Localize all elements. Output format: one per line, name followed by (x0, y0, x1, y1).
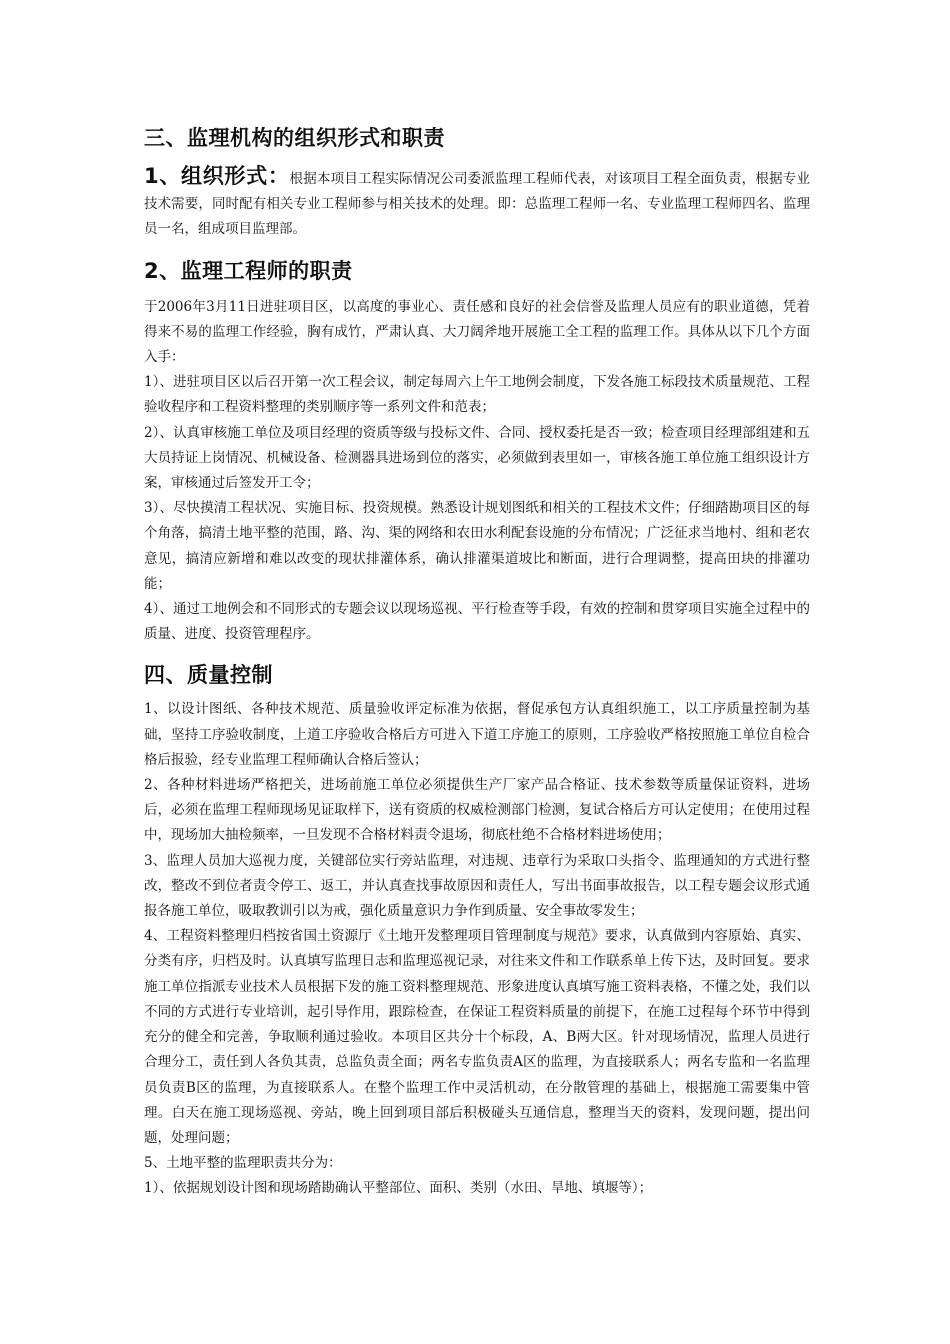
duties-item-1: 1）、进驻项目区以后召开第一次工程会议，制定每周六上午工地例会制度，下发各施工标段技术质量规范、工程验收程序和工程资料整理的类别顺序等一系列文件和范表； (144, 374, 810, 416)
duties-item-4: 4）、通过工地例会和不同形式的专题会议以现场巡视、平行检查等手段，有效的控制和贯穿项目实施全过程中的质量、进度、投资管理程序。 (144, 601, 810, 643)
document-page (144, 120, 810, 1202)
section3-title: 三、监理机构的组织形式和职责 (144, 126, 445, 150)
section4-title: 四、质量控制 (144, 663, 273, 688)
quality-subitem-1: 1）、依据规划设计图和现场踏勘确认平整部位、面积、类别（水田、旱地、填堰等）； (144, 1180, 653, 1197)
org-form-heading: 1、组织形式： (144, 164, 290, 188)
duties-item-2: 2）、认真审核施工单位及项目经理的资质等级与投标文件、合同、授权委托是否一致；检查项目经理部组建和五大员持证上岗情况、机械设备、检测器具进场到位的落实，必须做到表里如一，审核各施工单位施工组织设计方案，审核通过后签发开工令； (144, 424, 810, 492)
org-form-text: 根据本项目工程实际情况公司委派监理工程师代表，对该项目工程全面负责，根据专业技术需要，同时配有相关专业工程师参与相关技术的处理。即：总监理工程师一名、专业监理工程师四名、监理员一名，组成项目监理部。 (144, 171, 810, 238)
quality-item-3: 3、监理人员加大巡视力度，关键部位实行旁站监理，对违规、违章行为采取口头指令、监理通知的方式进行整改，整改不到位者责令停工、返工，并认真查找事故原因和责任人，写出书面事故报告，以工程专题会议形式通报各施工单位，吸取教训引以为戒，强化质量意识力争作到质量、安全事故零发生； (144, 852, 810, 920)
quality-item-5: 5、土地平整的监理职责共分为： (144, 1155, 342, 1172)
duties-heading: 2、监理工程师的职责 (144, 258, 353, 283)
quality-item-4: 4、工程资料整理归档按省国土资源厅《土地开发整理项目管理制度与规范》要求，认真做到内容原始、真实、分类有序，归档及时。认真填写监理日志和监理巡视记录，对往来文件和工作联系单上传下达，及时回复。要求施工单位指派专业技术人员根据下发的施工资料整理规范、形象进度认真填写施工资料表格，不懂之处，我们以不同的方式进行专业培训，起引导作用，跟踪检查，在保证工程资料质量的前提下，在施工过程每个环节中得到充分的健全和完善，争取顺利通过验收。本项目区共分十个标段，A、B两大区。针对现场情况，监理人员进行合理分工，责任到人各负其责，总监负责全面；两名专监负责A区的监理，为直接联系人；两名专监和一名监理员负责B区的监理，为直接联系人。在整个监理工作中灵活机动，在分散管理的基础上，根据施工需要集中管理。白天在施工现场巡视、旁站，晚上回到项目部后积极碰头互通信息，整理当天的资料，发现问题，提出问题，处理问题； (144, 928, 810, 1146)
quality-item-1: 1、以设计图纸、各种技术规范、质量验收评定标准为依据，督促承包方认真组织施工，以工序质量控制为基础，坚持工序验收制度，上道工序验收合格后方可进入下道工序施工的原则，工序验收严格按照施工单位自检合格后报验，经专业监理工程师确认合格后签认； (144, 701, 810, 768)
org-form-paragraph (144, 164, 810, 243)
duties-item-3: 3）、尽快摸清工程状况、实施目标、投资规模。熟悉设计规划图纸和相关的工程技术文件；仔细踏勘项目区的每个角落，搞清土地平整的范围，路、沟、渠的网络和农田水利配套设施的分布情况；广泛征求当地村、组和老农意见，搞清应新增和难以改变的现状排灌体系，确认排灌渠道坡比和断面，进行合理调整，提高田块的排灌功能； (144, 500, 810, 592)
quality-item-2: 2、各种材料进场严格把关，进场前施工单位必须提供生产厂家产品合格证、技术参数等质量保证资料，进场后，必须在监理工程师现场见证取样下，送有资质的权威检测部门检测，复试合格后方可认定使用；在使用过程中，现场加大抽检频率，一旦发现不合格材料责令退场，彻底杜绝不合格材料进场使用； (144, 777, 810, 844)
duties-intro: 于2006年3月11日进驻项目区，以高度的事业心、责任感和良好的社会信誉及监理人员应有的职业道德，凭着得来不易的监理工作经验，胸有成竹，严肃认真、大刀阔斧地开展施工全工程的监理工作。具体从以下几个方面入手： (144, 298, 810, 366)
